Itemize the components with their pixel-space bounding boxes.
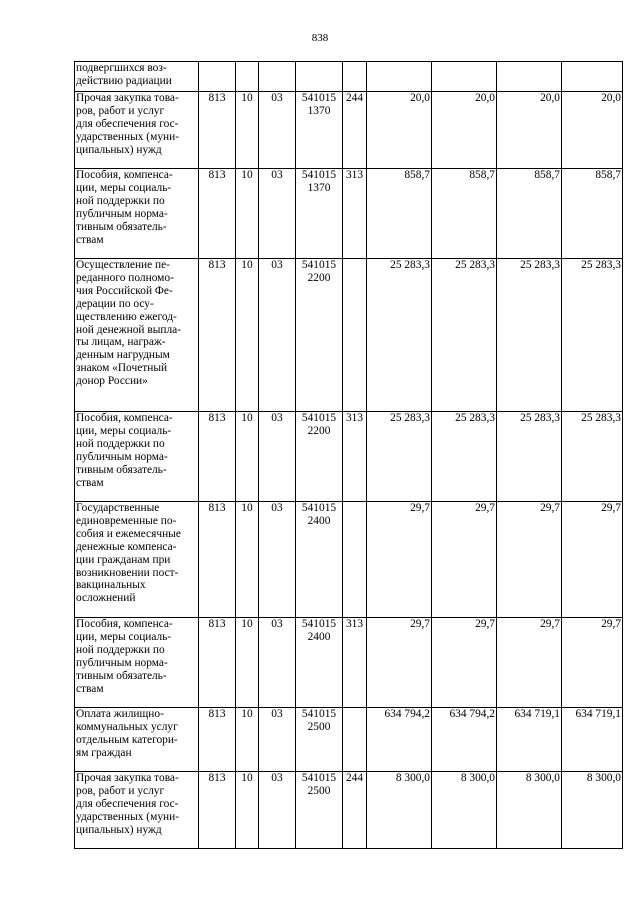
item-name-line: коммунальных услуг [76, 720, 178, 733]
item-name-line: Государственные [76, 502, 160, 514]
item-name-line: ям граждан [76, 746, 132, 759]
amount-cell: 29,7 [497, 502, 562, 618]
item-name-line: знаком «Почетный [76, 362, 168, 375]
ministry-code-cell: 813 [199, 412, 236, 502]
item-name-line: ров, работ и услуг [76, 784, 165, 797]
amount-cell: 634 794,2 [367, 708, 432, 772]
amount-cell: 25 283,3 [432, 412, 497, 502]
budget-table [74, 61, 623, 849]
amount-cell: 29,7 [562, 502, 623, 618]
item-name-line: ципальных) нужд [76, 143, 162, 156]
item-name-line: Осуществление пе- [76, 259, 170, 271]
target-code-cell [296, 708, 343, 772]
amount-cell: 858,7 [367, 169, 432, 259]
target-code-part: 2500 [307, 784, 331, 797]
amount-cell [562, 62, 623, 92]
item-name-line: публичным норма- [76, 450, 168, 463]
target-code-cell [296, 772, 343, 849]
ministry-code-cell: 813 [199, 502, 236, 618]
target-code-part: 2400 [307, 514, 331, 527]
ministry-code-cell: 813 [199, 772, 236, 849]
item-name-line: ударственных (муни- [76, 810, 179, 823]
ministry-code-cell: 813 [199, 618, 236, 708]
section-code-cell: 10 [236, 708, 259, 772]
target-code-part: 541015 [301, 169, 337, 181]
ministry-code-cell: 813 [199, 708, 236, 772]
expense-type-cell: 313 [343, 412, 367, 502]
expense-type-cell [343, 708, 367, 772]
amount-cell: 8 300,0 [432, 772, 497, 849]
amount-cell: 29,7 [497, 618, 562, 708]
table-row [75, 412, 623, 502]
item-name-cell [75, 92, 199, 169]
target-code-cell [296, 259, 343, 412]
amount-cell: 634 719,1 [497, 708, 562, 772]
target-code-part: 1370 [307, 181, 331, 194]
amount-cell: 25 283,3 [497, 259, 562, 412]
item-name-line: ции, меры социаль- [76, 630, 172, 643]
section-code-cell: 10 [236, 92, 259, 169]
item-name-line: осложнений [76, 592, 136, 605]
item-name-line: реданного полномо- [76, 271, 174, 284]
ministry-code-cell: 813 [199, 259, 236, 412]
item-name-cell [75, 708, 199, 772]
item-name-cell [75, 169, 199, 259]
target-code-cell [296, 412, 343, 502]
item-name-line: действию радиации [76, 74, 172, 87]
section-code-cell: 10 [236, 502, 259, 618]
item-name-line: денным нагрудным [76, 349, 170, 362]
subsection-code-cell: 03 [259, 412, 296, 502]
amount-cell: 20,0 [367, 92, 432, 169]
ministry-code-cell: 813 [199, 169, 236, 259]
amount-cell: 25 283,3 [562, 259, 623, 412]
item-name-line: ной поддержки по [76, 194, 165, 207]
expense-type-cell: 313 [343, 618, 367, 708]
table-row [75, 92, 623, 169]
item-name-line: Пособия, компенса- [76, 412, 173, 424]
item-name-line: Прочая закупка това- [76, 92, 179, 104]
item-name-line: ципальных) нужд [76, 823, 162, 836]
amount-cell: 25 283,3 [497, 412, 562, 502]
table-row [75, 169, 623, 259]
amount-cell: 25 283,3 [432, 259, 497, 412]
item-name-line: Пособия, компенса- [76, 169, 173, 181]
amount-cell: 858,7 [432, 169, 497, 259]
item-name-line: ции гражданам при [76, 553, 171, 566]
amount-cell: 634 794,2 [432, 708, 497, 772]
target-code-part: 1370 [307, 104, 331, 117]
item-name-line: публичным норма- [76, 207, 168, 220]
page-number: 838 [311, 32, 329, 44]
table-row [75, 618, 623, 708]
subsection-code-cell: 03 [259, 259, 296, 412]
target-code-part: 541015 [301, 92, 337, 104]
item-name-cell [75, 62, 199, 92]
item-name-line: отдельным категори- [76, 733, 178, 746]
amount-cell [367, 62, 432, 92]
target-code-part: 2200 [307, 271, 331, 284]
amount-cell: 29,7 [367, 502, 432, 618]
item-name-line: единовременные по- [76, 514, 177, 527]
target-code-part: 2200 [307, 424, 331, 437]
ministry-code-cell: 813 [199, 92, 236, 169]
item-name-line: ствам [76, 476, 104, 489]
expense-type-cell [343, 502, 367, 618]
item-name-line: возникновении пост- [76, 566, 179, 579]
target-code-part: 541015 [301, 412, 337, 424]
section-code-cell: 10 [236, 618, 259, 708]
subsection-code-cell: 03 [259, 618, 296, 708]
target-code-part: 541015 [301, 259, 337, 271]
amount-cell: 29,7 [367, 618, 432, 708]
item-name-line: ции, меры социаль- [76, 181, 172, 194]
target-code-part: 541015 [301, 772, 337, 784]
target-code-cell [296, 62, 343, 92]
item-name-line: ной поддержки по [76, 643, 165, 656]
subsection-code-cell: 03 [259, 169, 296, 259]
item-name-line: ты лицам, награж- [76, 336, 166, 349]
item-name-cell [75, 618, 199, 708]
amount-cell: 8 300,0 [497, 772, 562, 849]
item-name-line: донор России» [76, 375, 148, 388]
subsection-code-cell [259, 62, 296, 92]
table-row [75, 259, 623, 412]
table-row [75, 772, 623, 849]
item-name-line: ствам [76, 682, 104, 695]
item-name-line: ной поддержки по [76, 437, 165, 450]
item-name-line: ствам [76, 233, 104, 246]
target-code-part: 541015 [301, 618, 337, 630]
target-code-part: 2500 [307, 720, 331, 733]
subsection-code-cell: 03 [259, 92, 296, 169]
item-name-line: вакцинальных [76, 579, 146, 592]
item-name-line: тивным обязатель- [76, 463, 167, 476]
item-name-line: Пособия, компенса- [76, 618, 173, 630]
item-name-line: ударственных (муни- [76, 130, 179, 143]
amount-cell: 858,7 [562, 169, 623, 259]
target-code-cell [296, 92, 343, 169]
table-body [75, 62, 623, 849]
section-code-cell: 10 [236, 772, 259, 849]
table-row [75, 708, 623, 772]
expense-type-cell: 313 [343, 169, 367, 259]
item-name-line: ции, меры социаль- [76, 424, 172, 437]
item-name-line: дерации по осу- [76, 297, 154, 310]
item-name-line: ной денежной выпла- [76, 323, 182, 336]
item-name-line: тивным обязатель- [76, 669, 167, 682]
table-row [75, 502, 623, 618]
amount-cell: 29,7 [432, 618, 497, 708]
amount-cell [432, 62, 497, 92]
item-name-cell [75, 259, 199, 412]
section-code-cell: 10 [236, 259, 259, 412]
item-name-line: для обеспечения гос- [76, 797, 179, 810]
subsection-code-cell: 03 [259, 502, 296, 618]
subsection-code-cell: 03 [259, 708, 296, 772]
item-name-line: подвергшихся воз- [76, 62, 167, 74]
amount-cell: 25 283,3 [367, 259, 432, 412]
target-code-part: 541015 [301, 502, 337, 514]
item-name-line: публичным норма- [76, 656, 168, 669]
target-code-part: 2400 [307, 630, 331, 643]
item-name-cell [75, 412, 199, 502]
amount-cell: 858,7 [497, 169, 562, 259]
item-name-line: для обеспечения гос- [76, 117, 179, 130]
expense-type-cell [343, 259, 367, 412]
amount-cell: 20,0 [497, 92, 562, 169]
target-code-cell [296, 502, 343, 618]
amount-cell: 8 300,0 [562, 772, 623, 849]
item-name-line: Прочая закупка това- [76, 772, 179, 784]
amount-cell: 25 283,3 [562, 412, 623, 502]
amount-cell: 20,0 [432, 92, 497, 169]
item-name-line: денежные компенса- [76, 540, 177, 553]
item-name-cell [75, 502, 199, 618]
section-code-cell: 10 [236, 169, 259, 259]
expense-type-cell: 244 [343, 772, 367, 849]
section-code-cell [236, 62, 259, 92]
item-name-line: чия Российской Фе- [76, 284, 173, 297]
amount-cell: 8 300,0 [367, 772, 432, 849]
subsection-code-cell: 03 [259, 772, 296, 849]
amount-cell: 20,0 [562, 92, 623, 169]
item-name-line: ществлению ежегод- [76, 310, 177, 323]
item-name-line: тивным обязатель- [76, 220, 167, 233]
target-code-cell [296, 618, 343, 708]
target-code-part: 541015 [301, 708, 337, 720]
amount-cell: 29,7 [562, 618, 623, 708]
item-name-line: Оплата жилищно- [76, 708, 164, 720]
expense-type-cell: 244 [343, 92, 367, 169]
item-name-line: собия и ежемесячные [76, 527, 181, 540]
amount-cell [497, 62, 562, 92]
amount-cell: 25 283,3 [367, 412, 432, 502]
item-name-cell [75, 772, 199, 849]
target-code-cell [296, 169, 343, 259]
section-code-cell: 10 [236, 412, 259, 502]
table-row [75, 62, 623, 92]
ministry-code-cell [199, 62, 236, 92]
item-name-line: ров, работ и услуг [76, 104, 165, 117]
amount-cell: 634 719,1 [562, 708, 623, 772]
amount-cell: 29,7 [432, 502, 497, 618]
expense-type-cell [343, 62, 367, 92]
